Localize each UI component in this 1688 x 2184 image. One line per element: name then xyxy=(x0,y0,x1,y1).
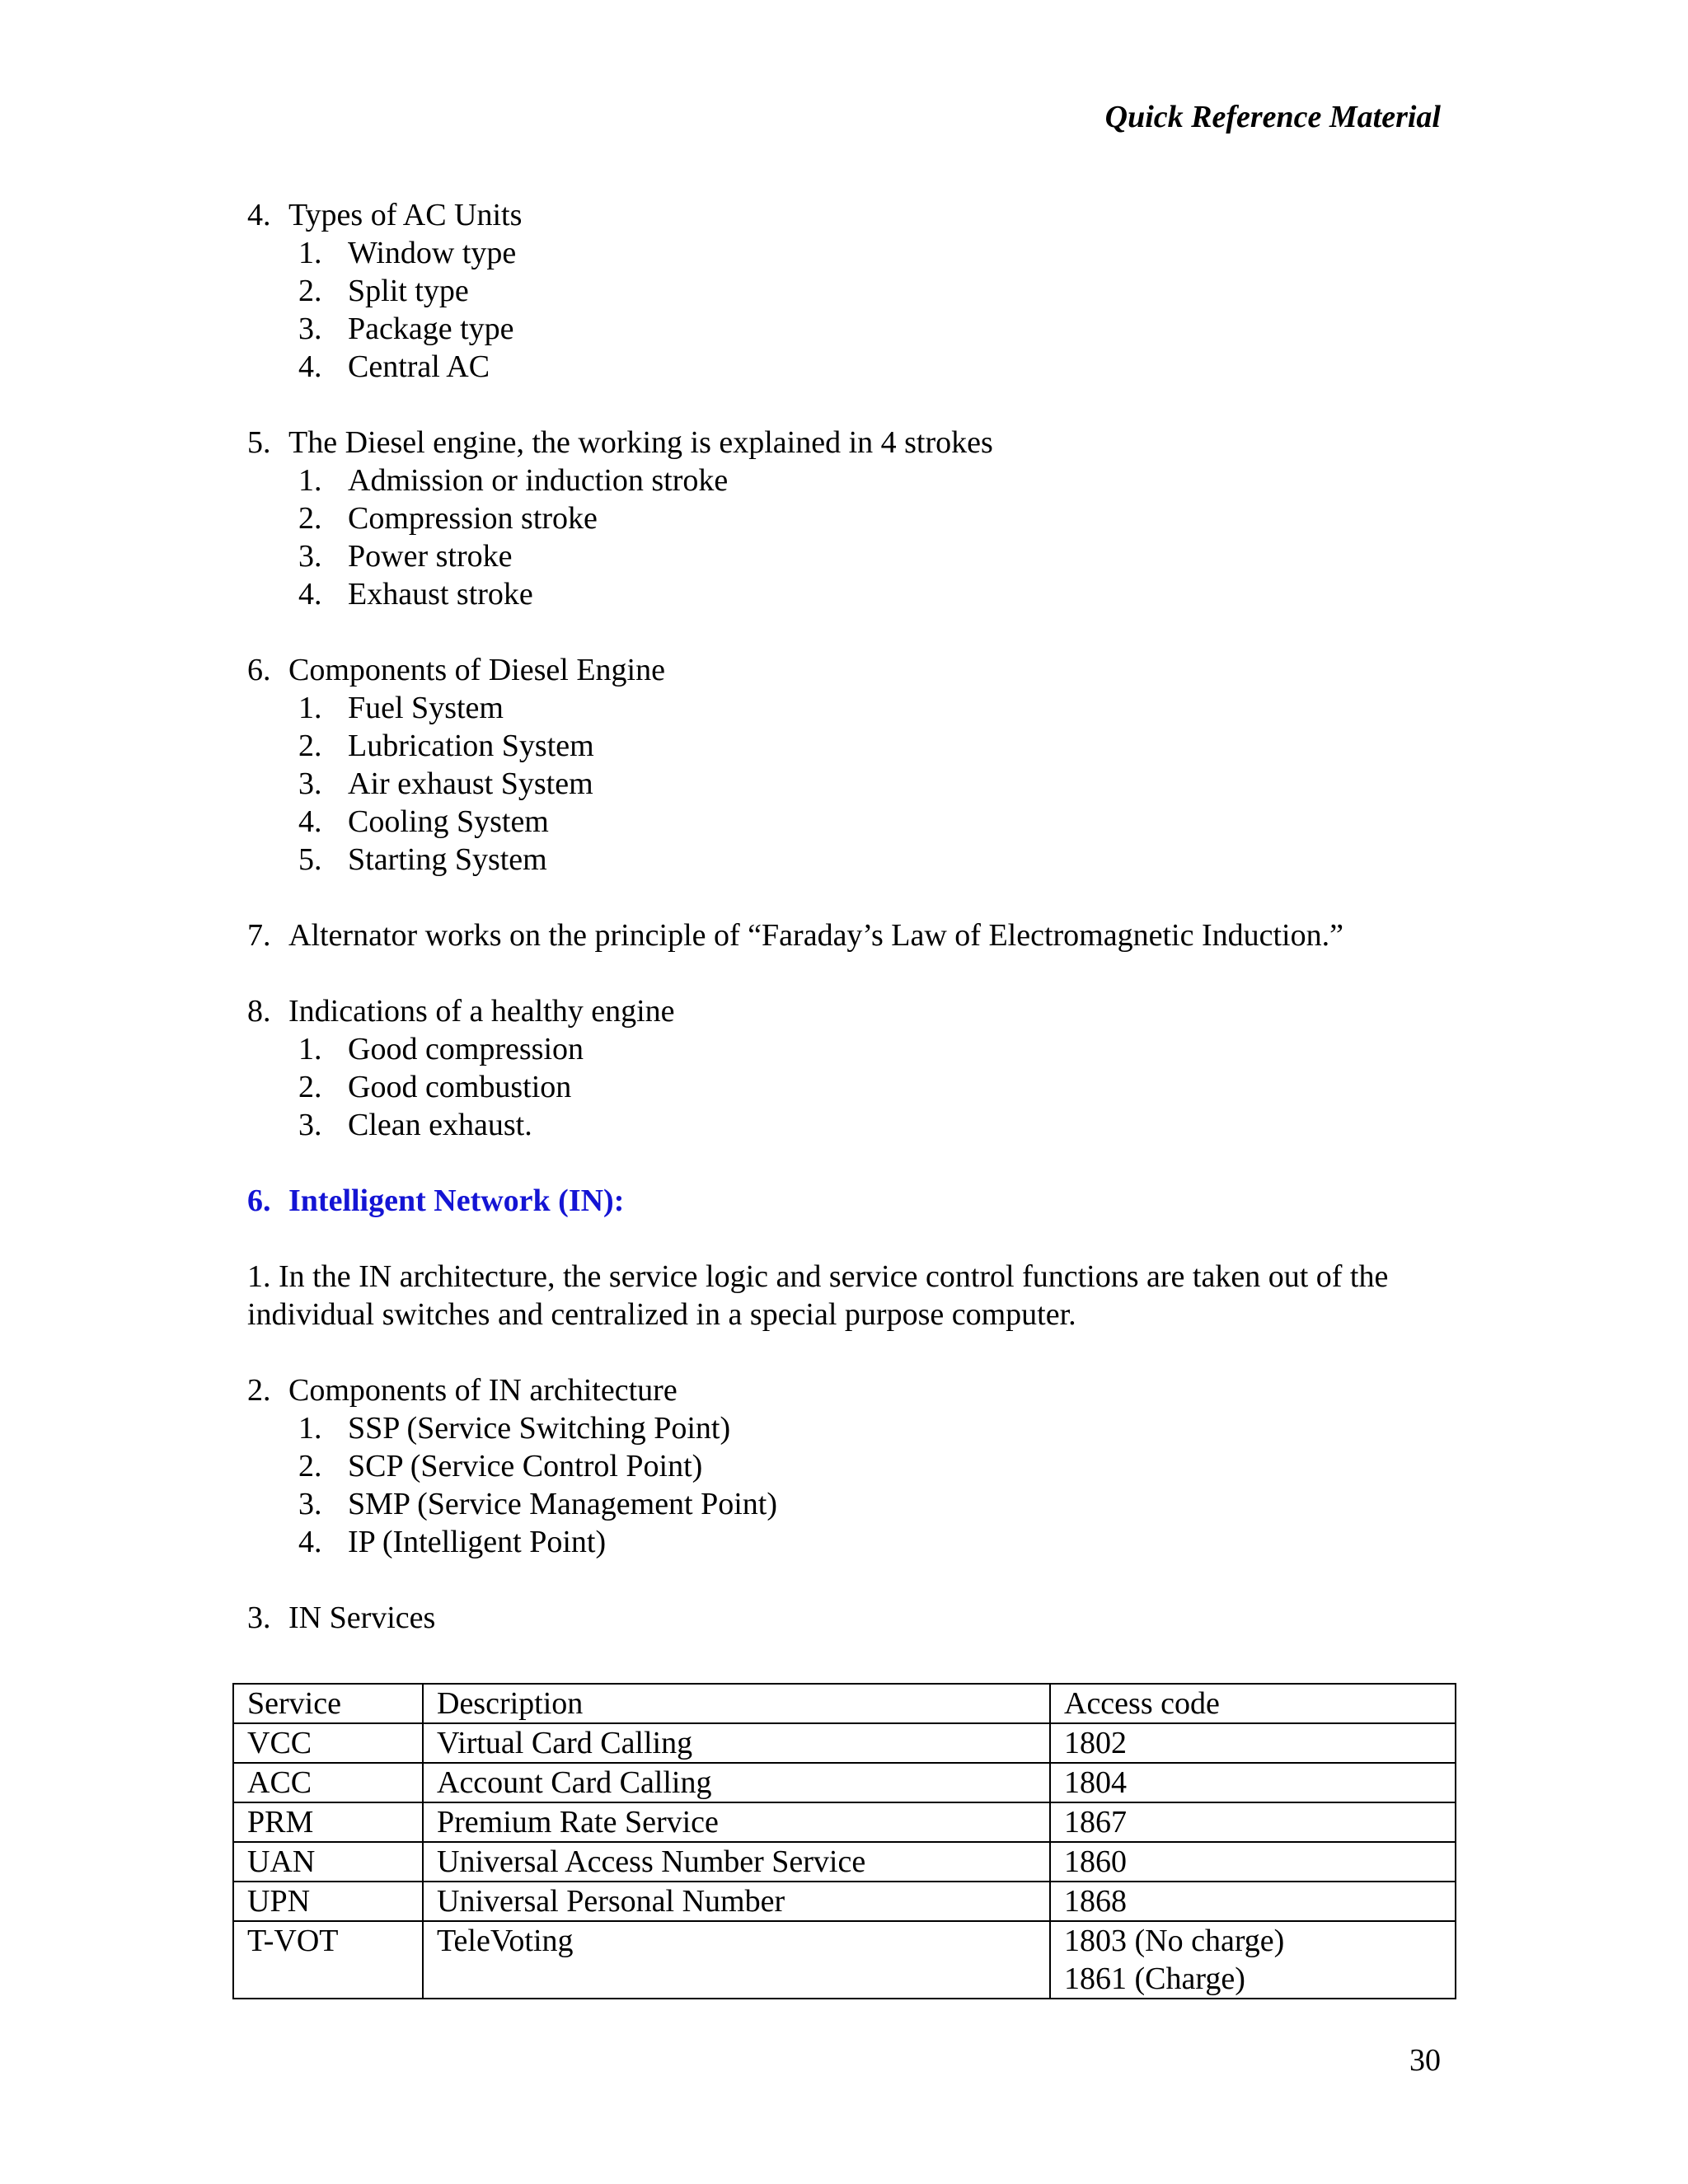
list-number: 2. xyxy=(298,501,322,536)
list-item xyxy=(298,348,1459,386)
list-item xyxy=(298,1409,1459,1447)
list-number: 3. xyxy=(298,766,322,801)
section-title-row xyxy=(247,196,1459,234)
list-number: 1. xyxy=(298,691,322,725)
list-item-text: Central AC xyxy=(348,349,490,384)
list-item xyxy=(298,272,1459,310)
table-cell: 1804 xyxy=(1050,1763,1456,1802)
list-number: 4. xyxy=(298,349,322,384)
section-title: Alternator works on the principle of “Faraday’s Law of Electromagnetic Induction.” xyxy=(288,918,1343,953)
table-cell: 1860 xyxy=(1050,1842,1456,1882)
list-number: 3. xyxy=(298,539,322,574)
table-cell: Account Card Calling xyxy=(423,1763,1050,1802)
list-item-text: Package type xyxy=(348,312,514,346)
section-title-row xyxy=(247,916,1459,954)
list-item-text: Air exhaust System xyxy=(348,766,593,801)
section-number: 2. xyxy=(247,1373,271,1408)
table-cell: TeleVoting xyxy=(423,1921,1050,1999)
list-number: 1. xyxy=(298,1411,322,1446)
table-cell: Universal Personal Number xyxy=(423,1882,1050,1921)
list-number: 4. xyxy=(298,577,322,612)
table-cell: Premium Rate Service xyxy=(423,1802,1050,1842)
list-item-text: Good compression xyxy=(348,1032,584,1066)
list-item xyxy=(298,1447,1459,1485)
table-row xyxy=(233,1921,1456,1999)
sub-list xyxy=(247,1409,1459,1561)
list-item-text: SMP (Service Management Point) xyxy=(348,1487,778,1521)
table-row xyxy=(233,1882,1456,1921)
list-number: 2. xyxy=(298,1070,322,1104)
list-item-text: Window type xyxy=(348,236,517,270)
list-item-text: Compression stroke xyxy=(348,501,598,536)
page-content xyxy=(247,196,1459,1637)
list-item-text: SCP (Service Control Point) xyxy=(348,1449,703,1483)
list-item xyxy=(298,1485,1459,1523)
heading-number: 6. xyxy=(247,1183,271,1218)
list-item xyxy=(298,803,1459,841)
list-number: 4. xyxy=(298,1525,322,1559)
table-cell: VCC xyxy=(233,1723,423,1763)
list-item xyxy=(298,1030,1459,1068)
table-cell: 1867 xyxy=(1050,1802,1456,1842)
list-item-text: Cooling System xyxy=(348,804,549,839)
list-number: 1. xyxy=(298,1032,322,1066)
sub-list xyxy=(247,234,1459,386)
list-item xyxy=(298,1106,1459,1144)
list-item xyxy=(298,841,1459,879)
heading-title: Intelligent Network (IN): xyxy=(288,1183,625,1218)
section-title: Components of IN architecture xyxy=(288,1373,678,1408)
list-item xyxy=(298,689,1459,727)
list-number: 1. xyxy=(298,463,322,498)
section-title-row xyxy=(247,992,1459,1030)
table-cell: 1803 (No charge) 1861 (Charge) xyxy=(1050,1921,1456,1999)
table-header-cell: Service xyxy=(233,1684,423,1723)
list-item-text: Lubrication System xyxy=(348,729,594,763)
list-item xyxy=(298,727,1459,765)
table-cell: ACC xyxy=(233,1763,423,1802)
list-number: 3. xyxy=(298,1487,322,1521)
section-title-row xyxy=(247,651,1459,689)
list-item-text: Fuel System xyxy=(348,691,504,725)
list-number: 3. xyxy=(298,312,322,346)
section-number: 3. xyxy=(247,1601,271,1635)
sub-list xyxy=(247,689,1459,879)
section-title: IN Services xyxy=(288,1601,436,1635)
list-item-text: Split type xyxy=(348,274,469,308)
list-item xyxy=(298,499,1459,537)
list-number: 4. xyxy=(298,804,322,839)
section-title-row xyxy=(247,424,1459,462)
section-in-components xyxy=(247,1371,1459,1561)
table-cell: UAN xyxy=(233,1842,423,1882)
list-item xyxy=(298,765,1459,803)
list-item xyxy=(298,1068,1459,1106)
section-heading-intelligent-network xyxy=(247,1182,1459,1220)
table-header-cell: Access code xyxy=(1050,1684,1456,1723)
table-cell: Universal Access Number Service xyxy=(423,1842,1050,1882)
list-item xyxy=(298,575,1459,613)
list-item-text: Starting System xyxy=(348,842,547,877)
list-item xyxy=(298,1523,1459,1561)
in-architecture-paragraph: 1. In the IN architecture, the service logic and service control functions are taken out of the individual switches and centralized in a special purpose computer. xyxy=(247,1259,1389,1332)
section-diesel-components xyxy=(247,651,1459,879)
list-item-text: IP (Intelligent Point) xyxy=(348,1525,607,1559)
list-item-text: Clean exhaust. xyxy=(348,1108,532,1142)
list-number: 2. xyxy=(298,1449,322,1483)
sub-list xyxy=(247,462,1459,613)
section-number: 4. xyxy=(247,198,271,232)
section-healthy-engine xyxy=(247,992,1459,1144)
section-alternator xyxy=(247,916,1459,954)
table-row xyxy=(233,1763,1456,1802)
section-number: 5. xyxy=(247,425,271,460)
table-cell: Virtual Card Calling xyxy=(423,1723,1050,1763)
section-title: Types of AC Units xyxy=(288,198,523,232)
table-row xyxy=(233,1802,1456,1842)
list-item-text: SSP (Service Switching Point) xyxy=(348,1411,731,1446)
list-number: 3. xyxy=(298,1108,322,1142)
section-title: Indications of a healthy engine xyxy=(288,994,675,1029)
table-cell: 1868 xyxy=(1050,1882,1456,1921)
table-header-cell: Description xyxy=(423,1684,1050,1723)
list-number: 2. xyxy=(298,274,322,308)
list-item-text: Admission or induction stroke xyxy=(348,463,729,498)
page-header-title: Quick Reference Material xyxy=(1104,100,1441,134)
table-cell: T-VOT xyxy=(233,1921,423,1999)
section-title: Components of Diesel Engine xyxy=(288,653,665,687)
list-item-text: Exhaust stroke xyxy=(348,577,533,612)
list-number: 1. xyxy=(298,236,322,270)
list-item-text: Power stroke xyxy=(348,539,513,574)
list-number: 5. xyxy=(298,842,322,877)
table-header-row xyxy=(233,1684,1456,1723)
list-item-text: Good combustion xyxy=(348,1070,572,1104)
list-item xyxy=(298,310,1459,348)
section-diesel-strokes xyxy=(247,424,1459,613)
table-row xyxy=(233,1842,1456,1882)
list-number: 2. xyxy=(298,729,322,763)
section-title-row xyxy=(247,1371,1459,1409)
table-cell: PRM xyxy=(233,1802,423,1842)
section-ac-units xyxy=(247,196,1459,386)
table-cell: 1802 xyxy=(1050,1723,1456,1763)
sub-list xyxy=(247,1030,1459,1144)
heading-row xyxy=(247,1182,1459,1220)
section-title: The Diesel engine, the working is explained in 4 strokes xyxy=(288,425,993,460)
section-number: 8. xyxy=(247,994,271,1029)
section-in-services xyxy=(247,1599,1459,1637)
page-number: 30 xyxy=(1409,2043,1441,2078)
list-item xyxy=(298,234,1459,272)
table-cell: UPN xyxy=(233,1882,423,1921)
list-item xyxy=(298,462,1459,499)
in-services-table xyxy=(232,1683,1456,1999)
table-row xyxy=(233,1723,1456,1763)
section-number: 6. xyxy=(247,653,271,687)
list-item xyxy=(298,537,1459,575)
section-number: 7. xyxy=(247,918,271,953)
